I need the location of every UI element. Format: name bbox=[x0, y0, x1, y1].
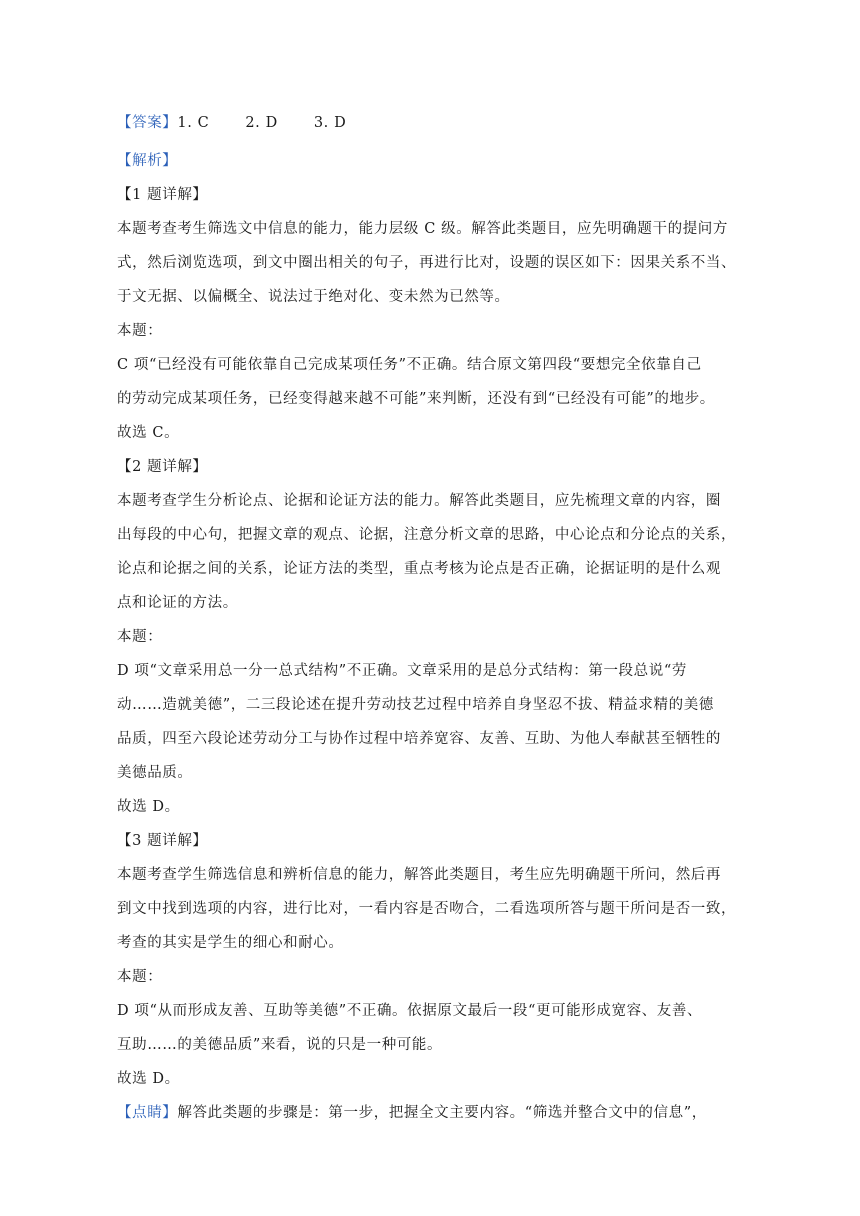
intro-line: 出每段的中心句，把握文章的观点、论据，注意分析文章的思路，中心论点和分论点的关系， bbox=[117, 527, 737, 543]
answer-item-2: 2. D bbox=[245, 115, 278, 131]
intro-line: 本题考查学生筛选信息和辨析信息的能力，解答此类题目，考生应先明确题干所问，然后再 bbox=[117, 867, 721, 883]
detail-line: D 项“文章采用总一分一总式结构”不正确。文章采用的是总分式结构：第一段总说“劳 bbox=[117, 663, 687, 679]
intro-line: 考查的其实是学生的细心和耐心。 bbox=[117, 935, 344, 951]
intro-line: 本题考查考生筛选文中信息的能力，能力层级 C 级。解答此类题目，应先明确题干的提问方 bbox=[117, 221, 729, 237]
analysis-tag: 【解析】 bbox=[117, 153, 178, 169]
detail-line: 动……造就美德”，二三段论述在提升劳动技艺过程中培养自身坚忍不拔、精益求精的美德 bbox=[117, 697, 714, 713]
conclusion-line: 故选 D。 bbox=[117, 1071, 180, 1087]
detail-line: D 项“从而形成友善、互助等美德”不正确。依据原文最后一段“更可能形成宽容、友善、 bbox=[117, 1003, 703, 1019]
section-2 bbox=[117, 450, 745, 824]
answer-item-1: 1. C bbox=[177, 115, 210, 131]
section-3 bbox=[117, 824, 745, 1096]
detail-line: 故选 C。 bbox=[117, 425, 180, 441]
this-question-label: 本题： bbox=[117, 629, 163, 645]
tip-tag: 【点睛】 bbox=[117, 1105, 178, 1121]
section-1 bbox=[117, 178, 745, 450]
intro-line: 于文无据、以偏概全、说法过于绝对化、变未然为已然等。 bbox=[117, 289, 510, 305]
answer-tag: 【答案】 bbox=[117, 115, 178, 131]
this-question-label: 本题： bbox=[117, 969, 163, 985]
answer-item-3: 3. D bbox=[313, 115, 347, 131]
detail-line: 的劳动完成某项任务，已经变得越来越不可能”来判断，还没有到“已经没有可能”的地步。 bbox=[117, 391, 715, 407]
detail-line: 品质，四至六段论述劳动分工与协作过程中培养宽容、友善、互助、为他人奉献甚至牺牲的 bbox=[117, 731, 721, 747]
detail-line: 互助……的美德品质”来看，说的只是一种可能。 bbox=[117, 1037, 443, 1053]
tip-line bbox=[117, 1096, 745, 1130]
intro-line: 到文中找到选项的内容，进行比对，一看内容是否吻合，二看选项所答与题干所问是否一致， bbox=[117, 901, 737, 917]
detail-line: 美德品质。 bbox=[117, 765, 193, 781]
intro-line: 点和论证的方法。 bbox=[117, 595, 238, 611]
conclusion-line: 故选 D。 bbox=[117, 799, 180, 815]
this-question-label: 本题： bbox=[117, 323, 163, 339]
detail-line: C 项“已经没有可能依靠自己完成某项任务”不正确。结合原文第四段“要想完全依靠自己 bbox=[117, 357, 702, 373]
intro-line: 论点和论据之间的关系，论证方法的类型，重点考核为论点是否正确，论据证明的是什么观 bbox=[117, 561, 721, 577]
intro-line: 式，然后浏览选项，到文中圈出相关的句子，再进行比对，设题的误区如下：因果关系不当、 bbox=[117, 255, 737, 271]
section-heading: 【2 题详解】 bbox=[117, 459, 208, 475]
document-page bbox=[117, 110, 745, 1130]
answer-line bbox=[117, 110, 745, 136]
tip-text: 解答此类题的步骤是：第一步，把握全文主要内容。“筛选并整合文中的信息”， bbox=[177, 1105, 707, 1121]
section-heading: 【3 题详解】 bbox=[117, 833, 208, 849]
intro-line: 本题考查学生分析论点、论据和论证方法的能力。解答此类题目，应先梳理文章的内容，圈 bbox=[117, 493, 721, 509]
section-heading: 【1 题详解】 bbox=[117, 187, 208, 203]
